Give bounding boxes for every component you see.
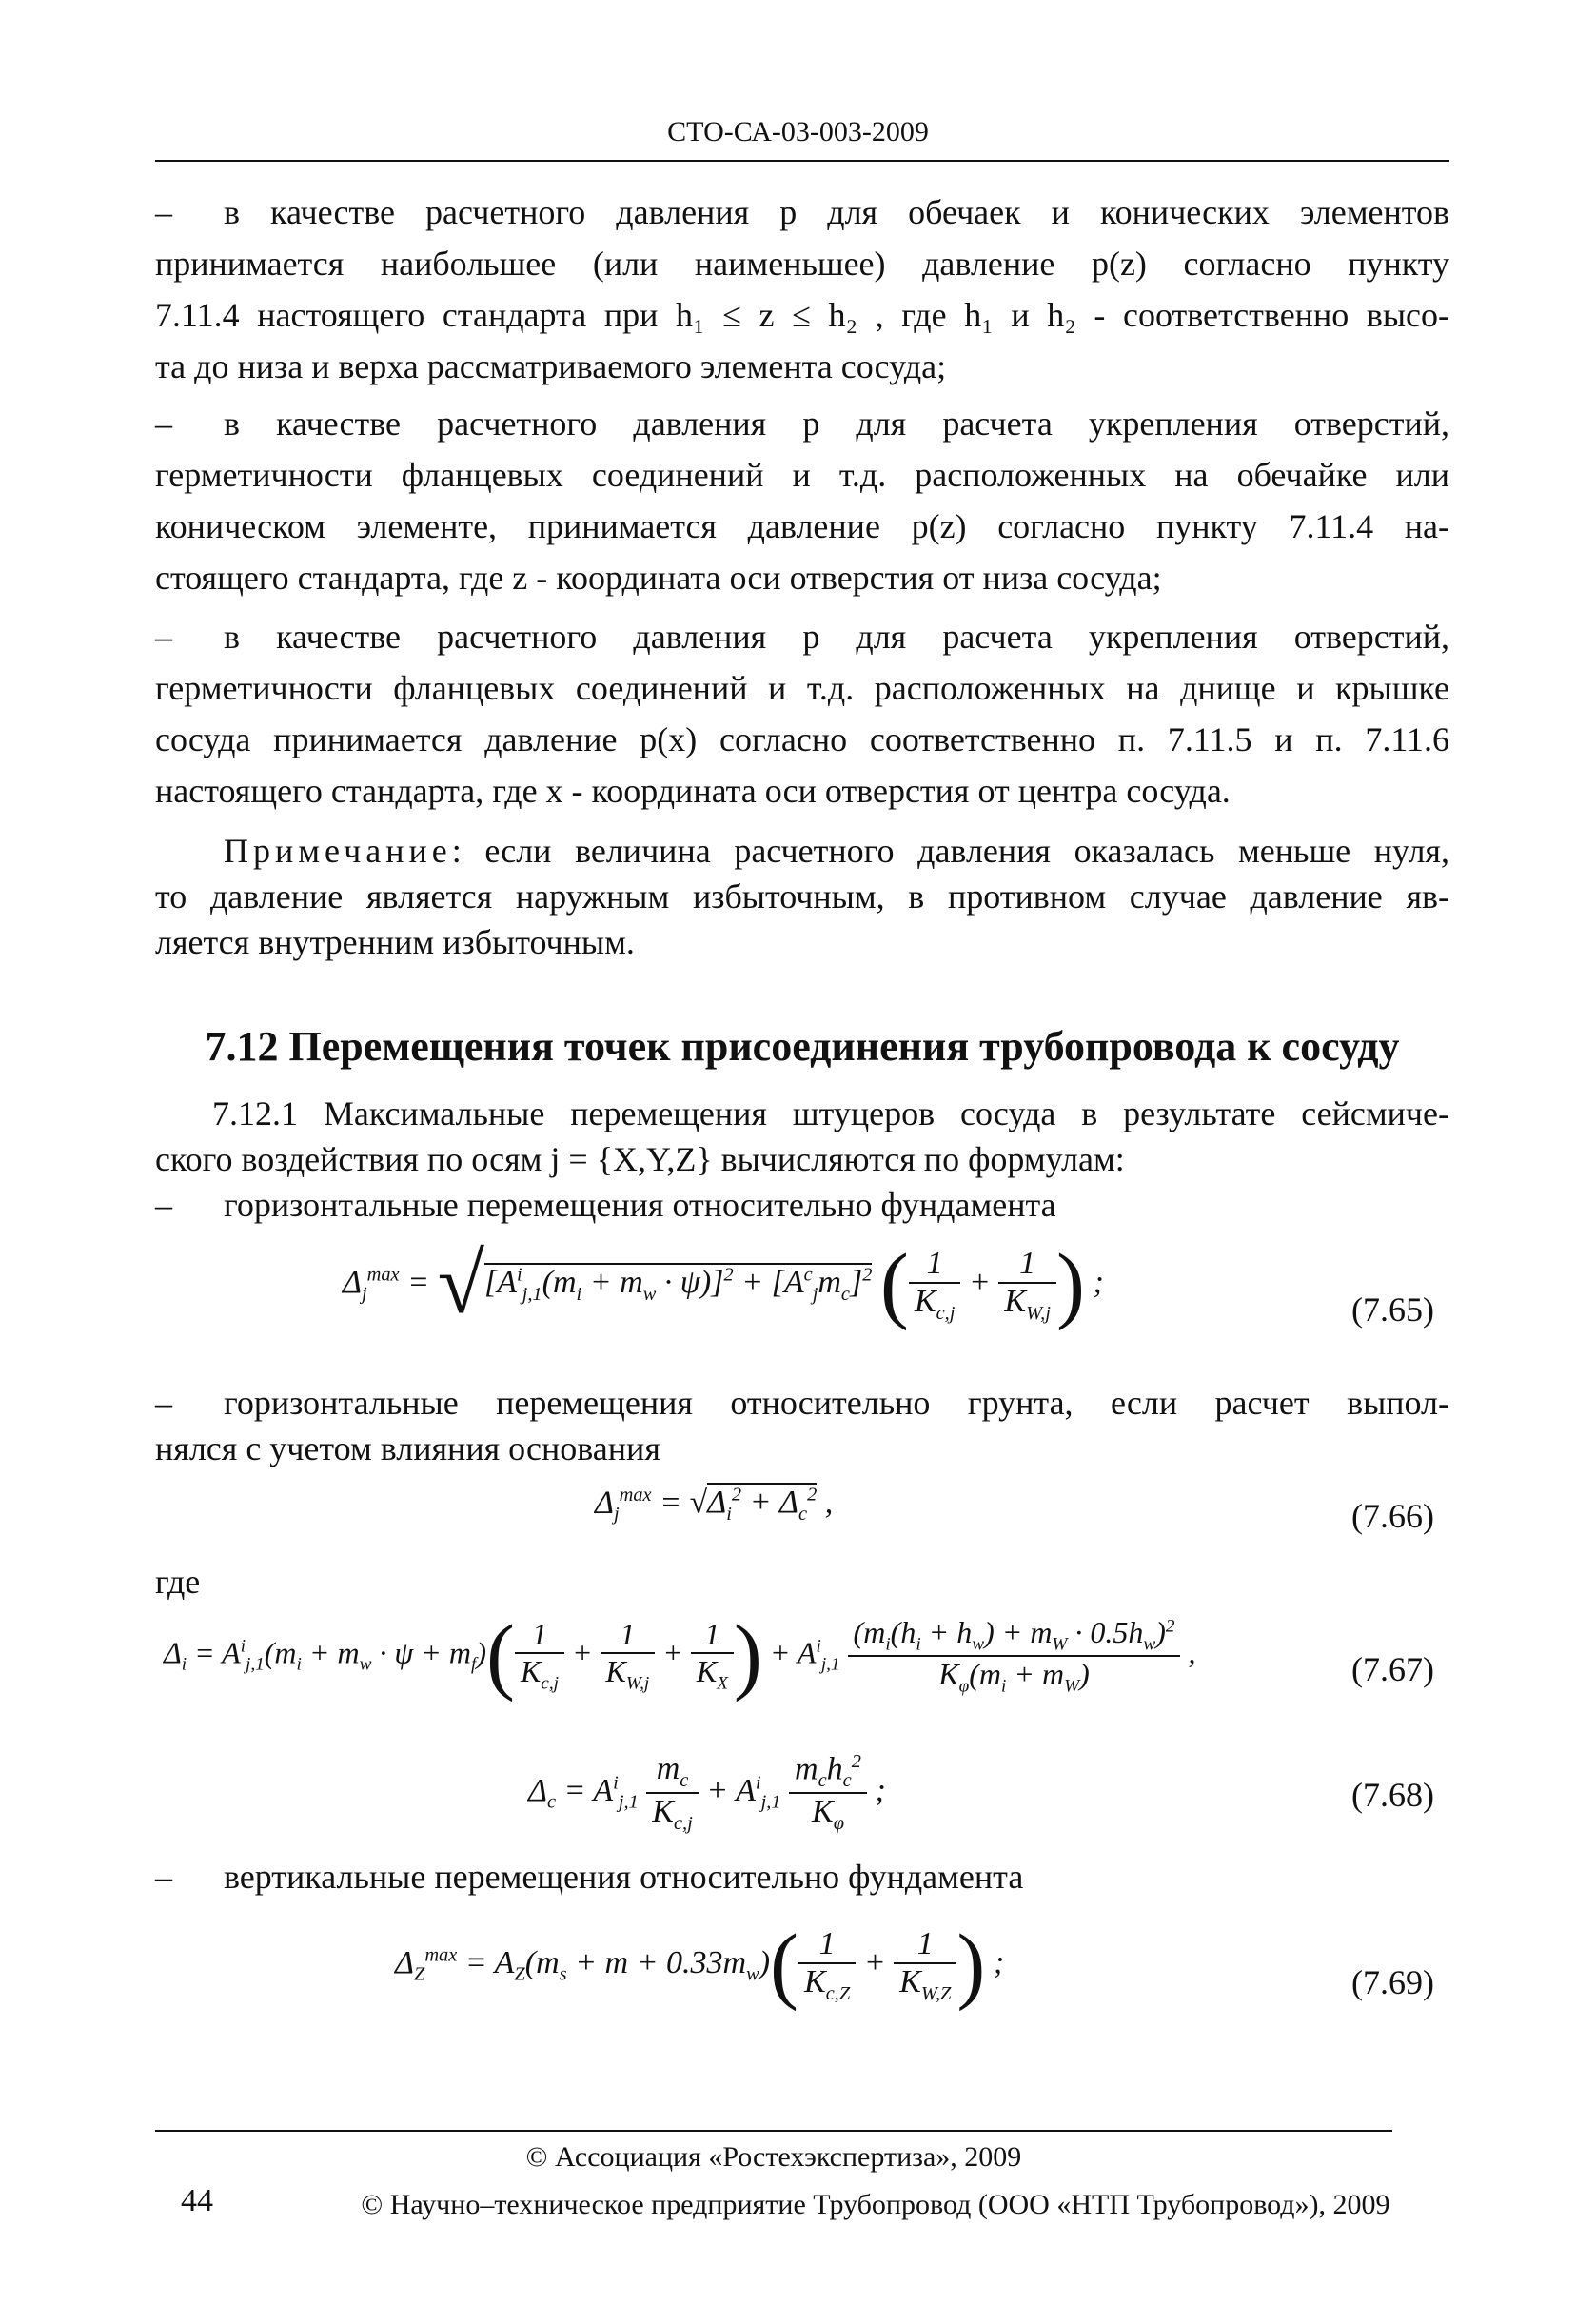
text-line: герметичности фланцевых соединений и т.д. расположенных на днище и крышке xyxy=(155,669,1449,707)
text-line: – в качестве расчетного давления p для обечаек и конических элементов xyxy=(155,193,1449,231)
bullet-2 xyxy=(155,1380,1449,1471)
section-heading: 7.12 Перемещения точек присоединения трубопровода к сосуду xyxy=(205,1023,1400,1070)
formula-7-69: $\Delta_Z^{max} = A_Z(m_s + m + 0.33m_w)$( $\frac{1}{K_{c,Z}}$ + $\frac{1}{K_{W,Z}}$ ) ; xyxy=(395,1918,1005,2012)
text-line: – горизонтальные перемещения относительно грунта, если расчет выпол- xyxy=(155,1384,1449,1422)
text-line: коническом элементе, принимается давление p(z) согласно пункту 7.11.4 на- xyxy=(155,507,1449,545)
bullet-3 xyxy=(155,1851,1449,1902)
text-line: герметичности фланцевых соединений и т.д. расположенных на обечайке или xyxy=(155,456,1449,494)
text-line: Примечание: если величина расчетного давления оказалась меньше нуля, xyxy=(224,832,1449,870)
section-intro xyxy=(155,1091,1449,1228)
text-line: ского воздействия по осям j = {X,Y,Z} вычисляются по формулам: xyxy=(155,1140,1125,1178)
equation-number: (7.68) xyxy=(1351,1776,1434,1814)
footer-copyright-1: © Ассоциация «Ростехэкспертиза», 2009 xyxy=(525,2141,1022,2173)
note-label: Примечание xyxy=(224,832,452,870)
text-line: принимается наибольшее (или наименьшее) давление p(z) согласно пункту xyxy=(155,245,1449,283)
text-line: – в качестве расчетного давления p для расчета укрепления отверстий, xyxy=(155,618,1449,656)
page-number: 44 xyxy=(181,2183,213,2218)
formula-7-66: $\Delta_j^{max} = √\Delta_i^2 + \Delta_c^2$ , xyxy=(595,1485,834,1526)
text-line: ляется внутренним избыточным. xyxy=(155,923,635,961)
paragraph-2 xyxy=(155,398,1449,603)
document-code: СТО-СА-03-003-2009 xyxy=(667,116,929,148)
formula-7-68: $\Delta_c = A^i_{j,1}$ $\frac{m_c}{K_{c,j}}$ + $A^i_{j,1}$ $\frac{m_ch_c^2}{K_\varphi}$ ; xyxy=(528,1751,886,1834)
text-line: та до низа и верха рассматриваемого элемента сосуда; xyxy=(155,347,947,385)
paragraph-3 xyxy=(155,611,1449,817)
formula-7-67: $\Delta_i = A^i_{j,1}(m_i + m_w \cdot \psi + m_f)$( $\frac{1}{K_{c,j}}$ + $\frac{1}{K_{W,j}}$ + $\frac{1}{K_X}$ ) + $A^i_{j,1}$ $\frac{(m_i(h_i + h_w) + m_W \cdot 0.5h_w)^2}{K_\varphi(m_i + m_W)}$ , xyxy=(164,1608,1196,1703)
text-line: – в качестве расчетного давления p для расчета укрепления отверстий, xyxy=(155,404,1449,443)
paragraph-1 xyxy=(155,187,1449,392)
text-line: то давление является наружным избыточным, в противном случае давление яв- xyxy=(155,877,1449,916)
text-line: нялся с учетом влияния основания xyxy=(155,1429,660,1467)
footer-rule xyxy=(155,2130,1392,2132)
text-line: – горизонтальные перемещения относительно фундамента xyxy=(155,1186,1056,1224)
formula-7-65: $\Delta_j^{max} = √[A^i_{j,1}(m_i + m_w \cdot \psi)]^2 + [A^c_jm_c]^2$ ( $\frac{1}{K_{c,j}}$ + $\frac{1}{K_{W,j}}$ ) ; xyxy=(343,1237,1104,1331)
text-line: 7.11.4 настоящего стандарта при h₁ ≤ z ≤ h₂ , где h₁ и h₂ - соответственно высо- xyxy=(155,296,1449,334)
text-line: стоящего стандарта, где z - координата оси отверстия от низа сосуда; xyxy=(155,559,1162,597)
note xyxy=(155,828,1449,965)
equation-number: (7.65) xyxy=(1351,1290,1434,1329)
equation-number: (7.69) xyxy=(1351,1963,1434,2001)
equation-number: (7.66) xyxy=(1351,1497,1434,1535)
where-label: где xyxy=(155,1563,201,1601)
footer-copyright-2: © Научно–техническое предприятие Трубопровод (ООО «НТП Трубопровод»), 2009 xyxy=(361,2189,1390,2220)
text-line: – вертикальные перемещения относительно фундамента xyxy=(155,1858,1024,1896)
text-line: настоящего стандарта, где x - координата оси отверстия от центра сосуда. xyxy=(155,772,1231,810)
text-line: сосуда принимается давление p(x) согласно соответственно п. 7.11.5 и п. 7.11.6 xyxy=(155,720,1449,758)
equation-number: (7.67) xyxy=(1351,1650,1434,1688)
text-line: 7.12.1 Максимальные перемещения штуцеров сосуда в результате сейсмиче- xyxy=(212,1094,1449,1132)
header-rule xyxy=(155,160,1449,162)
